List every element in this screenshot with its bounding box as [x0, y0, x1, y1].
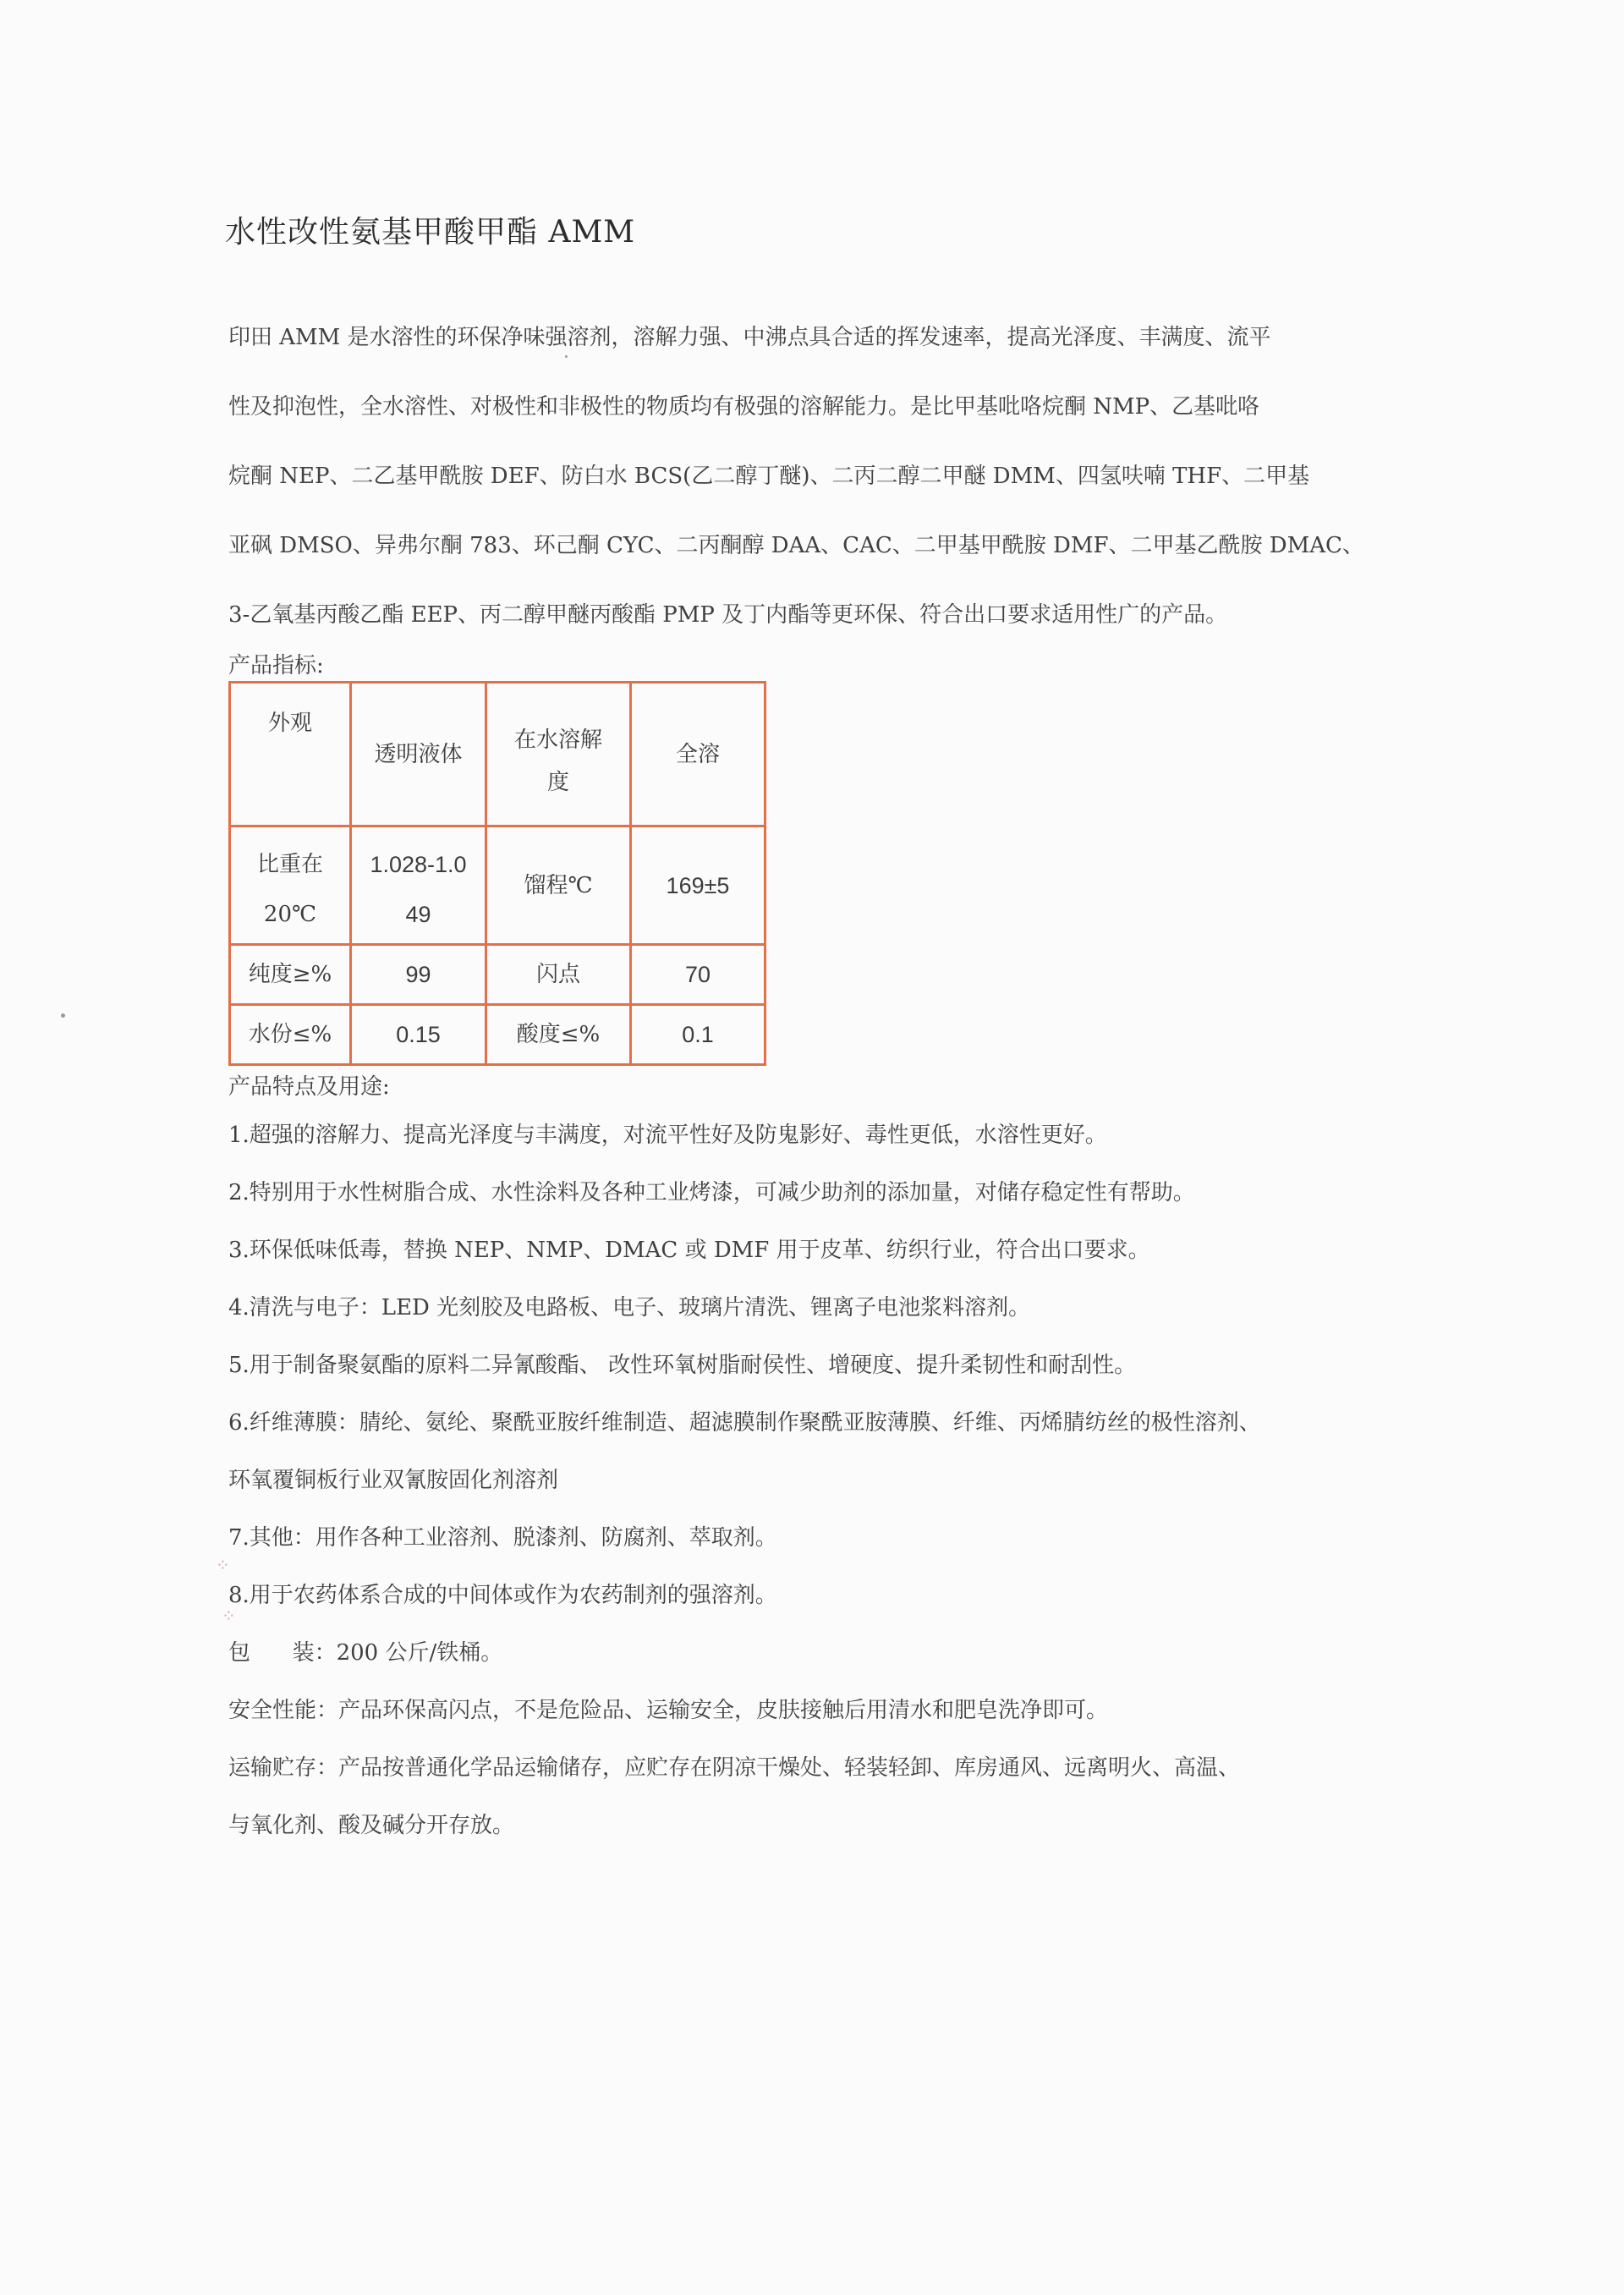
intro-line: 烷酮 NEP、二乙基甲酰胺 DEF、防白水 BCS(乙二醇丁醚)、二丙二醇二甲醚 DMM、四氢呋喃 THF、二甲基 [228, 464, 1310, 489]
table-cell: 闪点 [486, 945, 631, 1005]
list-item: 1.超强的溶解力、提高光泽度与丰满度，对流平性好及防鬼影好、毒性更低，水溶性更好。 [228, 1123, 1107, 1148]
list-item: 2.特别用于水性树脂合成、水性涂料及各种工业烤漆，可减少助剂的添加量，对储存稳定性有帮助。 [228, 1180, 1195, 1205]
intro-line: 3-乙氧基丙酸乙酯 EEP、丙二醇甲醚丙酸酯 PMP 及丁内酯等更环保、符合出口要求适用性广的产品。 [228, 602, 1228, 628]
list-item: 7.其他：用作各种工业溶剂、脱漆剂、防腐剂、萃取剂。 [228, 1525, 777, 1551]
table-cell: 纯度≥% [230, 945, 351, 1005]
scan-speck [565, 355, 568, 358]
intro-line: 性及抑泡性，全水溶性、对极性和非极性的物质均有极强的溶解能力。是比甲基吡咯烷酮 NMP、乙基吡咯 [228, 394, 1260, 420]
intro-line: 亚砜 DMSO、异弗尔酮 783、环己酮 CYC、二丙酮醇 DAA、CAC、二甲基甲酰胺 DMF、二甲基乙酰胺 DMAC、 [228, 533, 1364, 558]
table-row [230, 683, 765, 826]
table-row [230, 945, 765, 1005]
table-cell: 0.15 [351, 1005, 486, 1065]
table-row [230, 826, 765, 945]
table-cell: 70 [631, 945, 765, 1005]
list-item: 环氧覆铜板行业双氰胺固化剂溶剂 [228, 1468, 559, 1493]
pen-mark: ⁘ [222, 1606, 236, 1626]
table-cell: 1.028-1.0 49 [351, 826, 486, 945]
table-cell: 169±5 [631, 826, 765, 945]
list-item: 3.环保低味低毒，替换 NEP、NMP、DMAC 或 DMF 用于皮革、纺织行业，符合出口要求。 [228, 1238, 1150, 1263]
list-item: 5.用于制备聚氨酯的原料二异氰酸酯、 改性环氧树脂耐侯性、增硬度、提升柔韧性和耐刮性。 [228, 1353, 1137, 1378]
table-row [230, 1005, 765, 1065]
table-cell: 外观 [230, 683, 351, 826]
list-item: 4.清洗与电子：LED 光刻胶及电路板、电子、玻璃片清洗、锂离子电池浆料溶剂。 [228, 1295, 1031, 1320]
list-item: 包 装：200 公斤/铁桶。 [228, 1640, 503, 1666]
features-list [228, 1106, 1261, 1854]
features-label: 产品特点及用途: [228, 1074, 390, 1100]
specs-label: 产品指标: [228, 653, 324, 678]
list-item: 8.用于农药体系合成的中间体或作为农药制剂的强溶剂。 [228, 1583, 777, 1608]
pen-mark: ⁘ [216, 1555, 230, 1575]
intro-paragraph [228, 303, 1379, 650]
table-cell: 99 [351, 945, 486, 1005]
intro-line: 印田 AMM 是水溶性的环保净味强溶剂，溶解力强、中沸点具合适的挥发速率，提高光泽度、丰满度、流平 [228, 325, 1271, 350]
table-cell: 全溶 [631, 683, 765, 826]
table-cell: 0.1 [631, 1005, 765, 1065]
table-cell: 透明液体 [351, 683, 486, 826]
table-cell: 在水溶解 度 [486, 683, 631, 826]
list-item: 安全性能：产品环保高闪点，不是危险品、运输安全，皮肤接触后用清水和肥皂洗净即可。 [228, 1698, 1109, 1723]
table-cell: 水份≤% [230, 1005, 351, 1065]
specs-table [228, 681, 766, 1066]
page-title: 水性改性氨基甲酸甲酯 AMM [225, 215, 636, 250]
list-item: 6.纤维薄膜：腈纶、氨纶、聚酰亚胺纤维制造、超滤膜制作聚酰亚胺薄膜、纤维、丙烯腈纺丝的极性溶剂、 [228, 1410, 1261, 1436]
list-item: 与氧化剂、酸及碱分开存放。 [228, 1813, 515, 1838]
scan-speck [61, 1013, 65, 1018]
table-cell: 馏程℃ [486, 826, 631, 945]
table-cell: 酸度≤% [486, 1005, 631, 1065]
table-cell: 比重在 20℃ [230, 826, 351, 945]
list-item: 运输贮存：产品按普通化学品运输储存，应贮存在阴凉干燥处、轻装轻卸、库房通风、远离明火、高温、 [228, 1755, 1241, 1781]
